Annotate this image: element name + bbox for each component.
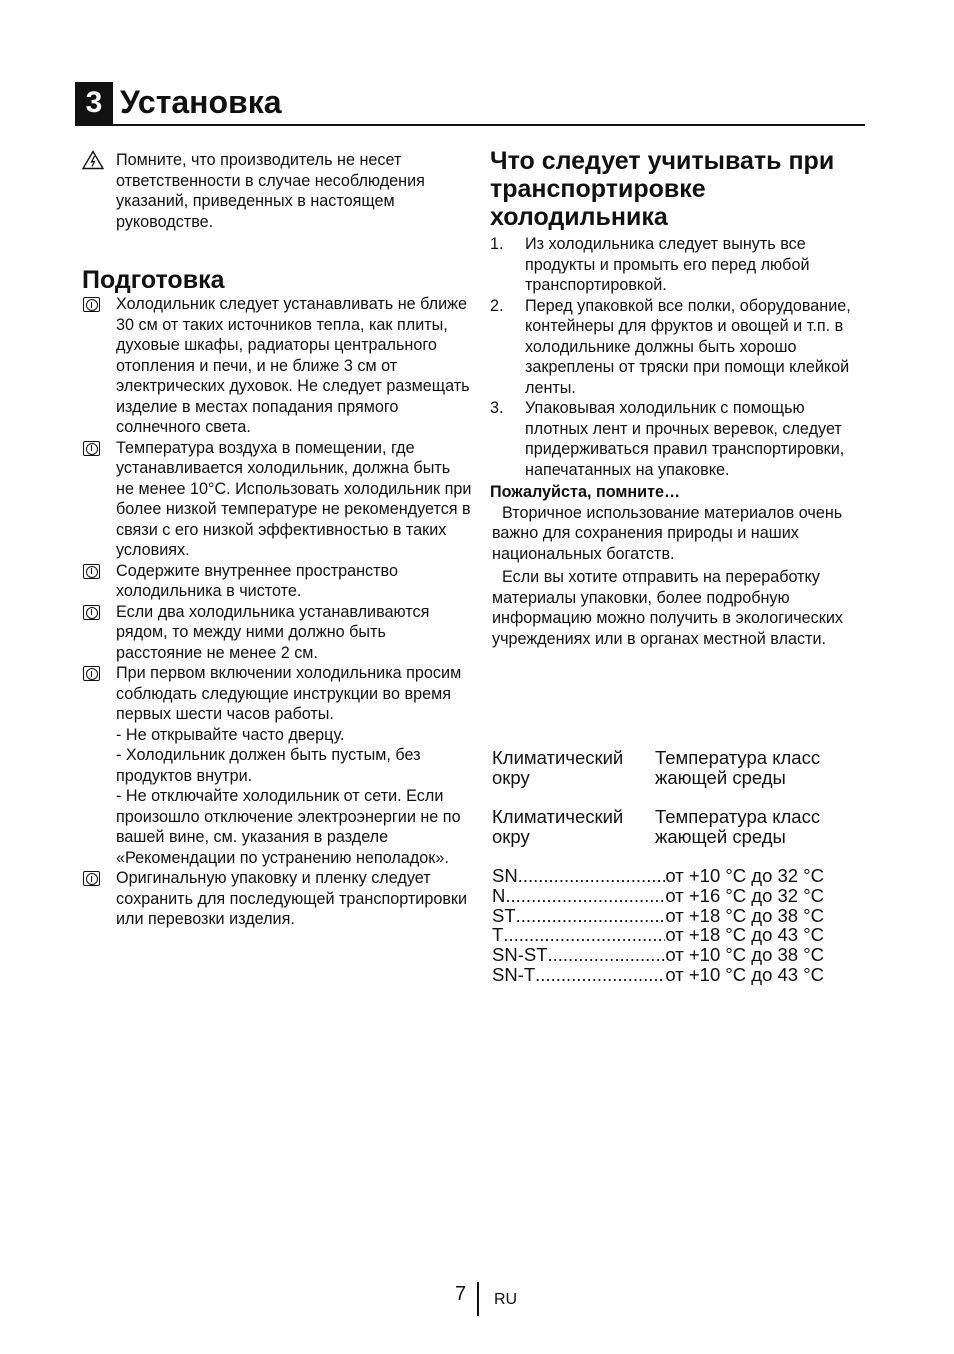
info-icon [82, 663, 102, 681]
climate-range: от +16 °C до 32 °C [665, 884, 824, 906]
prep-item [82, 561, 472, 602]
climate-row [492, 866, 824, 886]
prep-text: Температура воздуха в помещении, где устанавливается холодильник, должна быть не менее 10°C. Использовать холодильник при более низкой температуре не рекомендуется в связи с его низкой эффективностью в таких условиях. [116, 438, 472, 559]
climate-col-header: Климатический окру [492, 747, 624, 788]
step-number: 1. [490, 235, 504, 253]
prep-item [82, 602, 472, 664]
transport-heading: Что следует учитывать при транспортировке холодильника [490, 147, 835, 231]
climate-class: SN-ST [492, 944, 548, 966]
climate-header [492, 807, 872, 847]
step-text: Из холодильника следует вынуть все продукты и промыть его перед любой транспортировкой. [525, 235, 810, 294]
info-icon [82, 294, 102, 312]
climate-rows [492, 866, 872, 985]
warning-text: Помните, что производитель не несет ответственности в случае несоблюдения указаний, приведенных в настоящем руководстве. [116, 151, 425, 231]
transport-step [490, 296, 870, 399]
warning-icon [82, 150, 102, 168]
prep-text: Если два холодильника устанавливаются рядом, то между ними должно быть расстояние не менее 2 см. [116, 602, 430, 662]
climate-row [492, 886, 824, 906]
climate-range: от +18 °C до 43 °C [665, 924, 824, 946]
info-icon [82, 602, 102, 620]
climate-class: ST [492, 904, 516, 926]
climate-class-table [492, 748, 872, 985]
recycling-paragraph: Если вы хотите отправить на переработку материалы упаковки, более подробную информацию можно получить в экологических учреждениях или в органах местной власти. [492, 568, 843, 648]
prep-subitem: - Не отключайте холодильник от сети. Если произошло отключение электроэнергии не по вашей вине, см. указания в разделе «Рекомендации по устранению неполадок». [116, 787, 461, 867]
climate-class: SN-T [492, 963, 536, 985]
chapter-title: Установка [120, 84, 282, 120]
climate-row [492, 906, 824, 926]
climate-header [492, 748, 872, 788]
preparation-heading: Подготовка [82, 266, 225, 294]
prep-item [82, 663, 472, 868]
climate-range: от +18 °C до 38 °C [665, 904, 824, 926]
climate-col-header: Климатический окру [492, 806, 624, 847]
transport-step [490, 234, 870, 296]
prep-text: Содержите внутреннее пространство холодильника в чистоте. [116, 561, 398, 600]
temperature-col-header: Температура класс жающей среды [655, 806, 821, 847]
prep-item [82, 438, 472, 561]
climate-range: от +10 °C до 43 °C [665, 963, 824, 985]
climate-range: от +10 °C до 32 °C [665, 865, 824, 886]
climate-row [492, 945, 824, 965]
prep-text: При первом включении холодильника просим соблюдать следующие инструкции во время первых шести часов работы. [116, 664, 462, 723]
transport-steps [490, 234, 870, 480]
prep-subitem: - Не открывайте часто дверцу. [116, 725, 345, 744]
climate-class: SN [492, 865, 518, 886]
language-code: RU [494, 1291, 518, 1308]
step-text: Перед упаковкой все полки, оборудование, контейнеры для фруктов и овощей и т.п. в холодильнике должны быть хорошо закреплены от тряски при помощи клейкой ленты. [525, 296, 851, 397]
prep-item [82, 294, 472, 438]
footer-divider [477, 1282, 479, 1316]
left-column [82, 150, 472, 930]
info-icon [82, 868, 102, 886]
step-number: 2. [490, 296, 504, 315]
climate-row [492, 925, 824, 945]
climate-class: N [492, 884, 506, 906]
climate-range: от +10 °C до 38 °C [665, 944, 824, 966]
chapter-header [75, 80, 865, 126]
transport-step [490, 398, 870, 480]
warning-note [82, 150, 472, 232]
climate-row [492, 965, 824, 985]
page-number: 7 [455, 1283, 467, 1305]
temperature-col-header: Температура класс жающей среды [655, 747, 821, 788]
chapter-number: 3 [75, 82, 113, 124]
prep-text: Оригинальную упаковку и пленку следует сохранить для последующей транспортировки или перевозки изделия. [116, 869, 468, 928]
prep-subitem: - Холодильник должен быть пустым, без продуктов внутри. [116, 746, 421, 785]
info-icon [82, 561, 102, 579]
remember-heading: Пожалуйста, помните… [490, 483, 681, 501]
step-text: Упаковывая холодильник с помощью плотных лент и прочных веревок, следует придерживаться правил транспортировки, напечатанных на упаковке. [525, 399, 845, 479]
recycling-paragraph: Вторичное использование материалов очень важно для сохранения природы и наших национальных богатств. [492, 503, 843, 563]
prep-item [82, 868, 472, 930]
right-column [490, 145, 870, 652]
info-icon [82, 438, 102, 456]
step-number: 3. [490, 399, 504, 417]
prep-text: Холодильник следует устанавливать не ближе 30 см от таких источников тепла, как плиты, духовые шкафы, радиаторы центрального отопления и печи, и не ближе 3 см от электрических духовок. Не следует размещать изделие в местах попадания прямого солнечного света. [116, 295, 470, 436]
climate-class: T [492, 924, 504, 946]
